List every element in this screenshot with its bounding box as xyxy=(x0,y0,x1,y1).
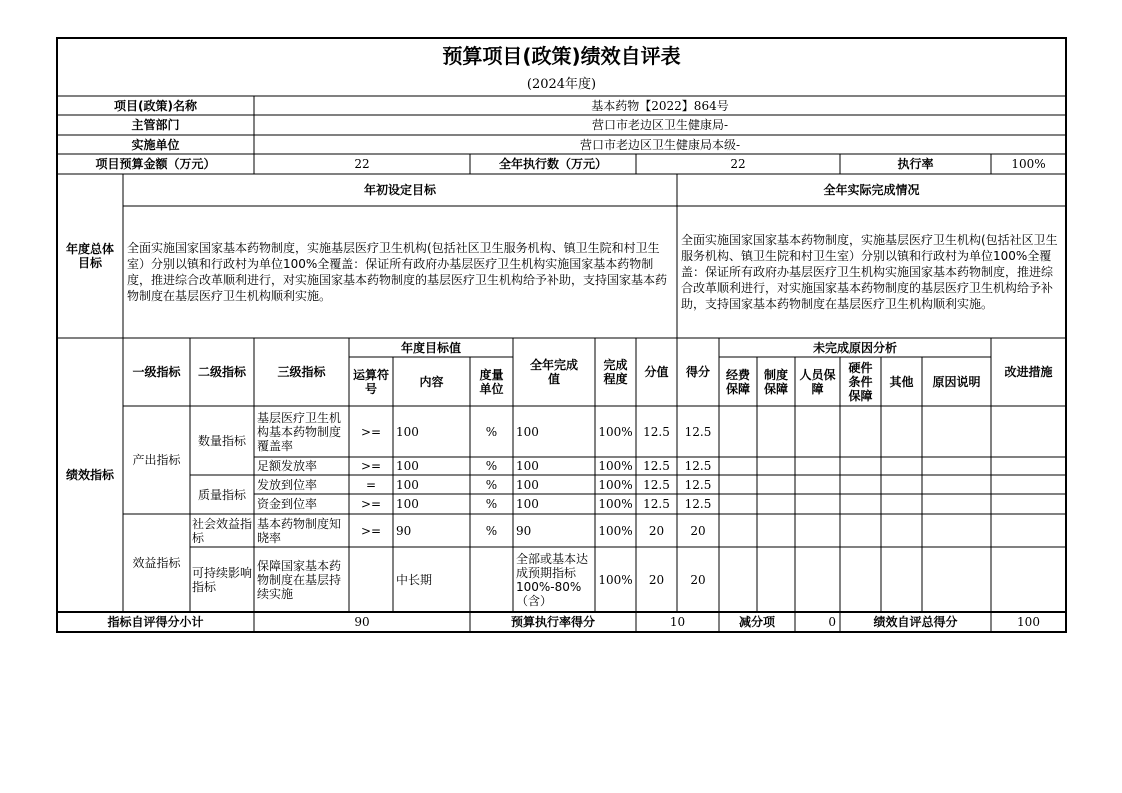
indicator-content: 100 xyxy=(396,477,419,492)
executed-label: 全年执行数（万元） xyxy=(498,157,607,171)
indicator-done: 90 xyxy=(516,523,532,538)
subtotal-value: 90 xyxy=(354,615,370,629)
indicator-degree: 100% xyxy=(598,424,633,439)
indicator-unit: % xyxy=(485,424,498,439)
indicator-content: 100 xyxy=(396,497,419,511)
indicator-degree: 100% xyxy=(598,523,633,538)
rate-value: 100% xyxy=(1011,157,1046,171)
indicator-name: 发放到位率 xyxy=(257,477,318,492)
indicator-name: 保障国家基本药物制度在基层持续实施 xyxy=(257,558,342,601)
indicator-score: 20 xyxy=(690,523,706,538)
unit-label: 实施单位 xyxy=(131,137,180,152)
indicator-unit: % xyxy=(485,523,498,538)
level1-header: 一级指标 xyxy=(132,365,181,379)
indicator-value: 12.5 xyxy=(643,497,670,511)
indicator-score: 12.5 xyxy=(684,497,712,511)
indicator-operator xyxy=(349,547,393,612)
indicator-score: 12.5 xyxy=(684,477,712,492)
project-name-label: 项目(政策)名称 xyxy=(114,98,197,113)
deduction-label: 减分项 xyxy=(738,615,775,629)
indicator-value: 20 xyxy=(648,572,665,587)
other-header: 其他 xyxy=(889,374,914,389)
indicator-value: 12.5 xyxy=(643,424,670,439)
budget-label: 项目预算金额（万元） xyxy=(95,157,216,171)
total-score-label: 绩效自评总得分 xyxy=(873,615,958,629)
quantity-indicator-label: 数量指标 xyxy=(197,433,246,448)
indicator-unit: % xyxy=(485,477,498,492)
performance-indicators-label: 绩效指标 xyxy=(65,468,114,482)
total-score-value: 100 xyxy=(1017,615,1040,629)
project-name-value: 基本药物【2022】864号 xyxy=(591,98,729,113)
score-value-header: 分值 xyxy=(644,365,669,379)
page-title: 预算项目(政策)绩效自评表 xyxy=(442,44,681,68)
indicator-done: 100 xyxy=(516,459,539,473)
indicator-operator: >= xyxy=(360,523,382,538)
indicator-degree: 100% xyxy=(598,477,633,492)
level3-header: 三级指标 xyxy=(277,365,326,379)
personnel-header: 人员保障 xyxy=(799,367,836,396)
indicator-value: 12.5 xyxy=(643,459,670,473)
quality-indicator-label: 质量指标 xyxy=(197,487,246,502)
budget-score-label: 预算执行率得分 xyxy=(510,615,595,629)
dept-label: 主管部门 xyxy=(131,118,180,132)
deduction-value: 0 xyxy=(828,615,836,629)
funding-header: 经费保障 xyxy=(725,367,750,396)
indicator-done: 100 xyxy=(516,477,539,492)
score-header: 得分 xyxy=(685,365,710,379)
content-header: 内容 xyxy=(419,374,444,389)
indicator-content: 中长期 xyxy=(396,572,433,587)
level2-header: 二级指标 xyxy=(197,365,246,379)
initial-goal-text: 全面实施国家国家基本药物制度，实施基层医疗卫生机构(包括社区卫生服务机构、镇卫生院和村卫生室）分别以镇和行政村为单位100%全覆盖：保证所有政府办基层医疗卫生机构实施国家基本药物制度，推进综合改革顺利进行，对实施国家基本药物制度的基层医疗卫生机构给予补助，支持国家基本药物制度在基层医疗卫生机构顺利实施。 xyxy=(127,241,668,303)
dept-value: 营口市老边区卫生健康局- xyxy=(591,118,729,132)
indicator-operator: >= xyxy=(360,459,382,473)
annual-goal-label: 年度总体目标 xyxy=(65,242,114,270)
reasons-header: 未完成原因分析 xyxy=(812,340,897,355)
indicator-name: 资金到位率 xyxy=(257,497,318,511)
indicator-value: 12.5 xyxy=(643,477,670,492)
indicator-unit xyxy=(470,547,513,612)
indicator-content: 100 xyxy=(396,459,419,473)
indicator-unit: % xyxy=(485,459,498,473)
completion-degree-header: 完成程度 xyxy=(603,358,628,386)
indicator-operator: >= xyxy=(360,424,382,439)
social-benefit-label: 社会效益指标 xyxy=(192,516,253,545)
indicator-operator: >= xyxy=(360,497,382,511)
indicator-degree: 100% xyxy=(598,459,633,473)
budget-score-value: 10 xyxy=(669,615,686,629)
indicator-degree: 100% xyxy=(598,572,633,587)
operator-header: 运算符号 xyxy=(353,367,390,396)
indicator-name: 基本药物制度知晓率 xyxy=(257,516,342,545)
indicator-done: 100 xyxy=(516,497,539,511)
indicator-done: 全部或基本达成预期指标100%-80%（含） xyxy=(516,551,589,608)
completed-value-header: 全年完成值 xyxy=(530,358,579,386)
indicator-name: 基层医疗卫生机构基本药物制度覆盖率 xyxy=(257,410,342,453)
indicator-name: 足额发放率 xyxy=(257,459,318,473)
indicator-operator: = xyxy=(365,477,377,492)
improve-header: 改进措施 xyxy=(1004,365,1053,379)
rate-label: 执行率 xyxy=(897,157,934,171)
benefit-indicator-label: 效益指标 xyxy=(132,556,181,570)
indicator-score: 12.5 xyxy=(684,459,712,473)
indicator-degree: 100% xyxy=(598,497,633,511)
initial-goal-header: 年初设定目标 xyxy=(363,183,436,197)
actual-goal-header: 全年实际完成情况 xyxy=(823,183,920,197)
indicator-content: 100 xyxy=(396,424,419,439)
indicator-unit: % xyxy=(485,497,498,511)
actual-goal-text: 全面实施国家国家基本药物制度，实施基层医疗卫生机构(包括社区卫生服务机构、镇卫生院和村卫生室）分别以镇和行政村为单位100%全覆盖：保证所有政府办基层医疗卫生机构实施国家基本药物制度，推进综合改革顺利进行，对实施国家基本药物制度的基层医疗卫生机构给予补助，支持国家基本药物制度在基层医疗卫生机构顺利实施。 xyxy=(681,233,1058,311)
year-label: (2024年度) xyxy=(526,77,597,92)
indicator-content: 90 xyxy=(396,523,412,538)
annual-target-header: 年度目标值 xyxy=(400,340,461,355)
output-indicator-label: 产出指标 xyxy=(132,453,181,467)
unit-header: 度量单位 xyxy=(479,367,504,396)
budget-value: 22 xyxy=(354,157,370,171)
indicator-score: 12.5 xyxy=(684,424,712,439)
reason-desc-header: 原因说明 xyxy=(932,374,981,389)
executed-value: 22 xyxy=(730,157,746,171)
indicator-score: 20 xyxy=(690,572,706,587)
indicator-value: 20 xyxy=(648,523,665,538)
indicator-done: 100 xyxy=(516,424,539,439)
sustainability-label: 可持续影响指标 xyxy=(192,565,253,594)
unit-value: 营口市老边区卫生健康局本级- xyxy=(579,137,741,152)
system-header: 制度保障 xyxy=(763,367,788,396)
subtotal-label: 指标自评得分小计 xyxy=(107,615,204,629)
hardware-header: 硬件条件保障 xyxy=(848,360,873,403)
